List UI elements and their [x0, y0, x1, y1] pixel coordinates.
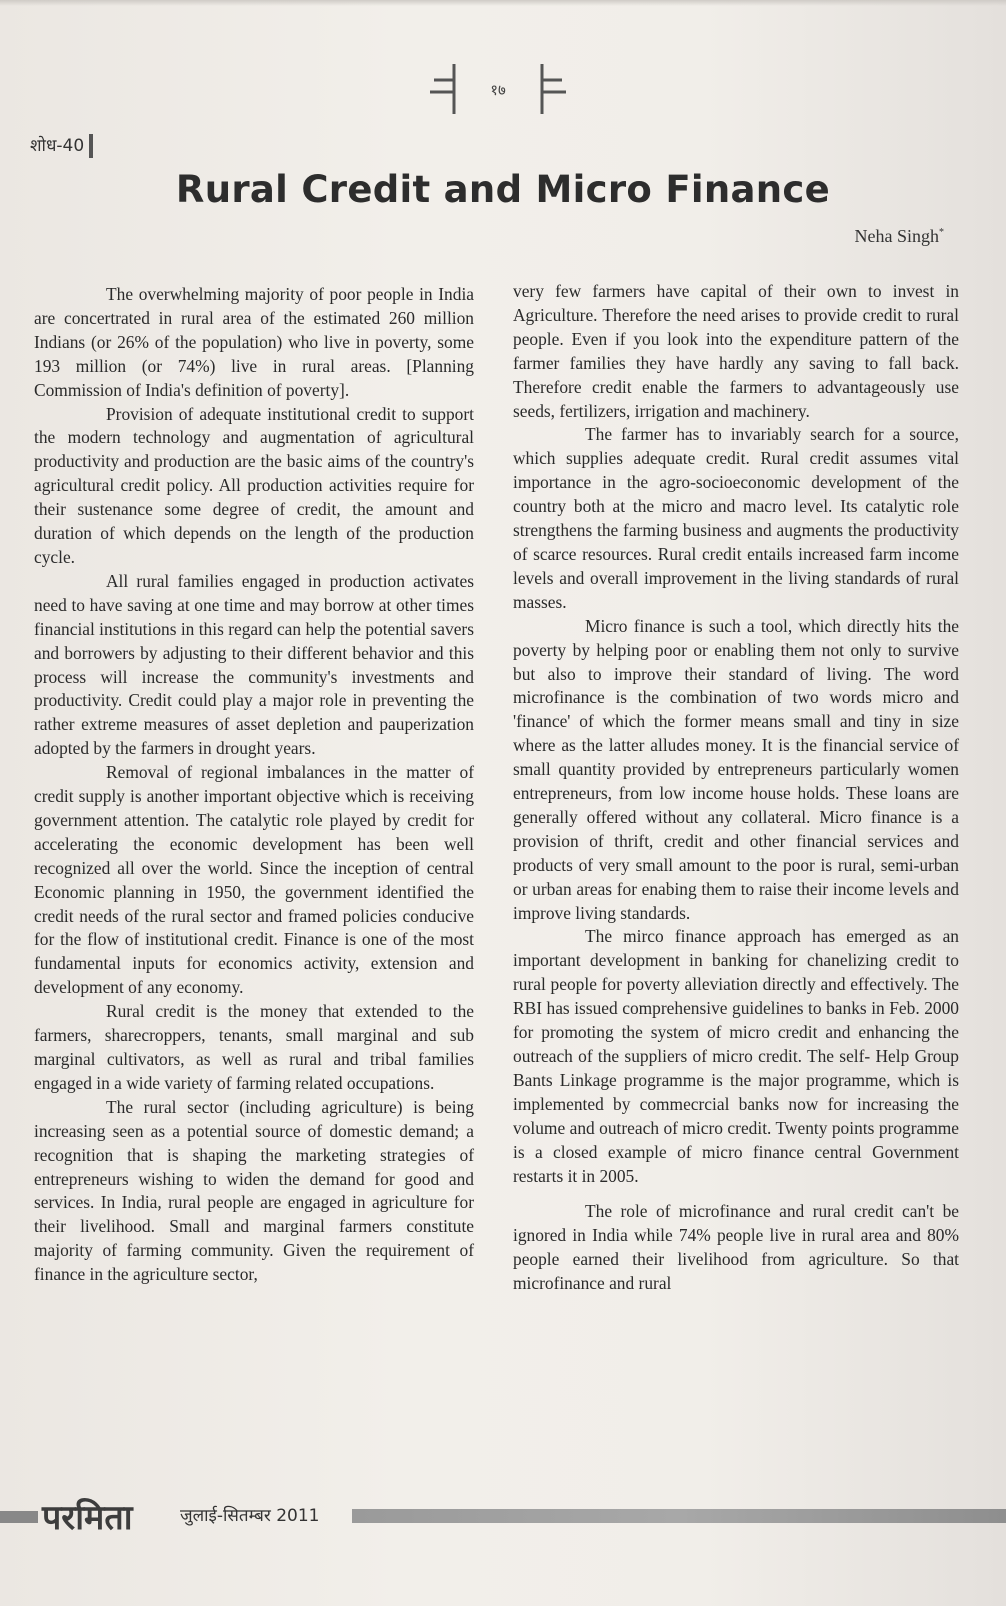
- article-title: Rural Credit and Micro Finance: [175, 168, 831, 211]
- author-name: Neha Singh: [854, 226, 939, 246]
- paragraph: The farmer has to invariably search for a source, which supplies adequate credit. Rural credit assumes vital importance in the agro-socioeconomic development of the country both at the micro and macro level. Its catalytic role strengthens the farming business and augments the productivity of scarce resources. Rural credit entails increased farm income levels and overall improvement in the living standards of rural masses.: [513, 424, 959, 612]
- page-number: १७: [490, 81, 506, 99]
- paragraph: Removal of regional imbalances in the matter of credit supply is another important objective which is receiving government attention. The catalytic role played by credit for accelerating the economic development has been well recognized all over the world. Since the inception of central Economic planning in 1950, the government identified the credit needs of the rural sector and framed policies conducive for the flow of institutional credit. Finance is one of the most fundamental inputs for economics activity, extension and development of any economy.: [34, 762, 474, 998]
- page-number-ornament: [430, 58, 566, 118]
- right-column: [513, 280, 959, 1296]
- footer-rule-right: [352, 1509, 1006, 1523]
- paragraph: The mirco finance approach has emerged as an important development in banking for chanelizing credit to rural people for poverty alleviation directly and effectively. The RBI has issued comprehensive guidelines to banks in Feb. 2000 for promoting the system of micro credit and enhancing the outreach of the suppliers of micro credit. The self- Help Group Bants Linkage programme is the major programme, which is implemented by commecrcial banks now for increasing the volume and outreach of micro credit. Twenty points programme is a closed example of micro finance central Government restarts it in 2005.: [513, 926, 959, 1186]
- paragraph: All rural families engaged in production activates need to have saving at one time and may borrow at other times financial institutions in this regard can help the potential savers and borrowers by adjusting to their different behavior and this process will increase the community's investments and productivity. Credit could play a major role in preventing the rather extreme measures of asset depletion and pauperization adopted by the farmers in drought years.: [34, 570, 474, 759]
- magazine-logo: परमिता: [42, 1498, 133, 1538]
- paragraph: The role of microfinance and rural credit can't be ignored in India while 74% people live in rural area and 80% people earned their livelihood from agriculture. So that microfinance and rural: [513, 1201, 959, 1294]
- author-footnote-mark: *: [939, 227, 944, 238]
- page-edge-shadow: [0, 0, 1006, 6]
- section-tag: शोध-40: [30, 134, 93, 158]
- paragraph: The rural sector (including agriculture) is being increasing seen as a potential source of domestic demand; a recognition that is shaping the marketing strategies of entrepreneurs wishing to widen the demand for good and services. In India, rural people are engaged in agriculture for their livelihood. Small and marginal farmers constitute majority of farming community. Given the requirement of finance in the agriculture sector,: [34, 1096, 474, 1285]
- paragraph: The overwhelming majority of poor people in India are concertrated in rural area of the estimated 260 million Indians (or 26% of the population) who live in poverty, some 193 million (or 74%) live in rural areas. [Planning Commission of India's definition of poverty].: [34, 284, 474, 400]
- page-footer: [0, 1495, 1006, 1538]
- paragraph: Provision of adequate institutional credit to support the modern technology and augmentation of agricultural productivity and production are the basic aims of the country's agricultural credit policy. All production activities require for their sustenance some degree of credit, the amount and duration of which depends on the length of the production cycle.: [34, 403, 474, 567]
- paragraph-continued: very few farmers have capital of their own to invest in Agriculture. Therefore the need arises to provide credit to rural people. Even if you look into the expenditure pattern of the farmer families they have hardly any saving to fall back. Therefore credit enable the farmers to advantageously use seeds, fertilizers, irrigation and machinery.: [513, 281, 959, 421]
- footer-rule-left: [0, 1511, 38, 1523]
- paragraph: Micro finance is such a tool, which directly hits the poverty by helping poor or enabling them not only to survive but also to improve their standard of living. The word microfinance is the combination of two words micro and 'finance' of which the former means small and tiny in size where as the latter alludes money. It is the financial service of small quantity provided by entrepreneurs particularly women entrepreneurs, from low income house holds. These loans are generally offered without any collateral. Micro finance is a provision of thrift, credit and other financial services and products of very small amount to the poor is rural, semi-urban or urban areas for enabing them to raise their income levels and improve living standards.: [513, 615, 959, 923]
- issue-date: जुलाई-सितम्बर 2011: [180, 1506, 320, 1526]
- paragraph: Rural credit is the money that extended to the farmers, sharecroppers, tenants, small marginal and sub marginal cultivators, as well as rural and tribal families engaged in a wide variety of farming related occupations.: [34, 1001, 474, 1093]
- left-column: [34, 283, 474, 1287]
- author-line: [855, 226, 945, 247]
